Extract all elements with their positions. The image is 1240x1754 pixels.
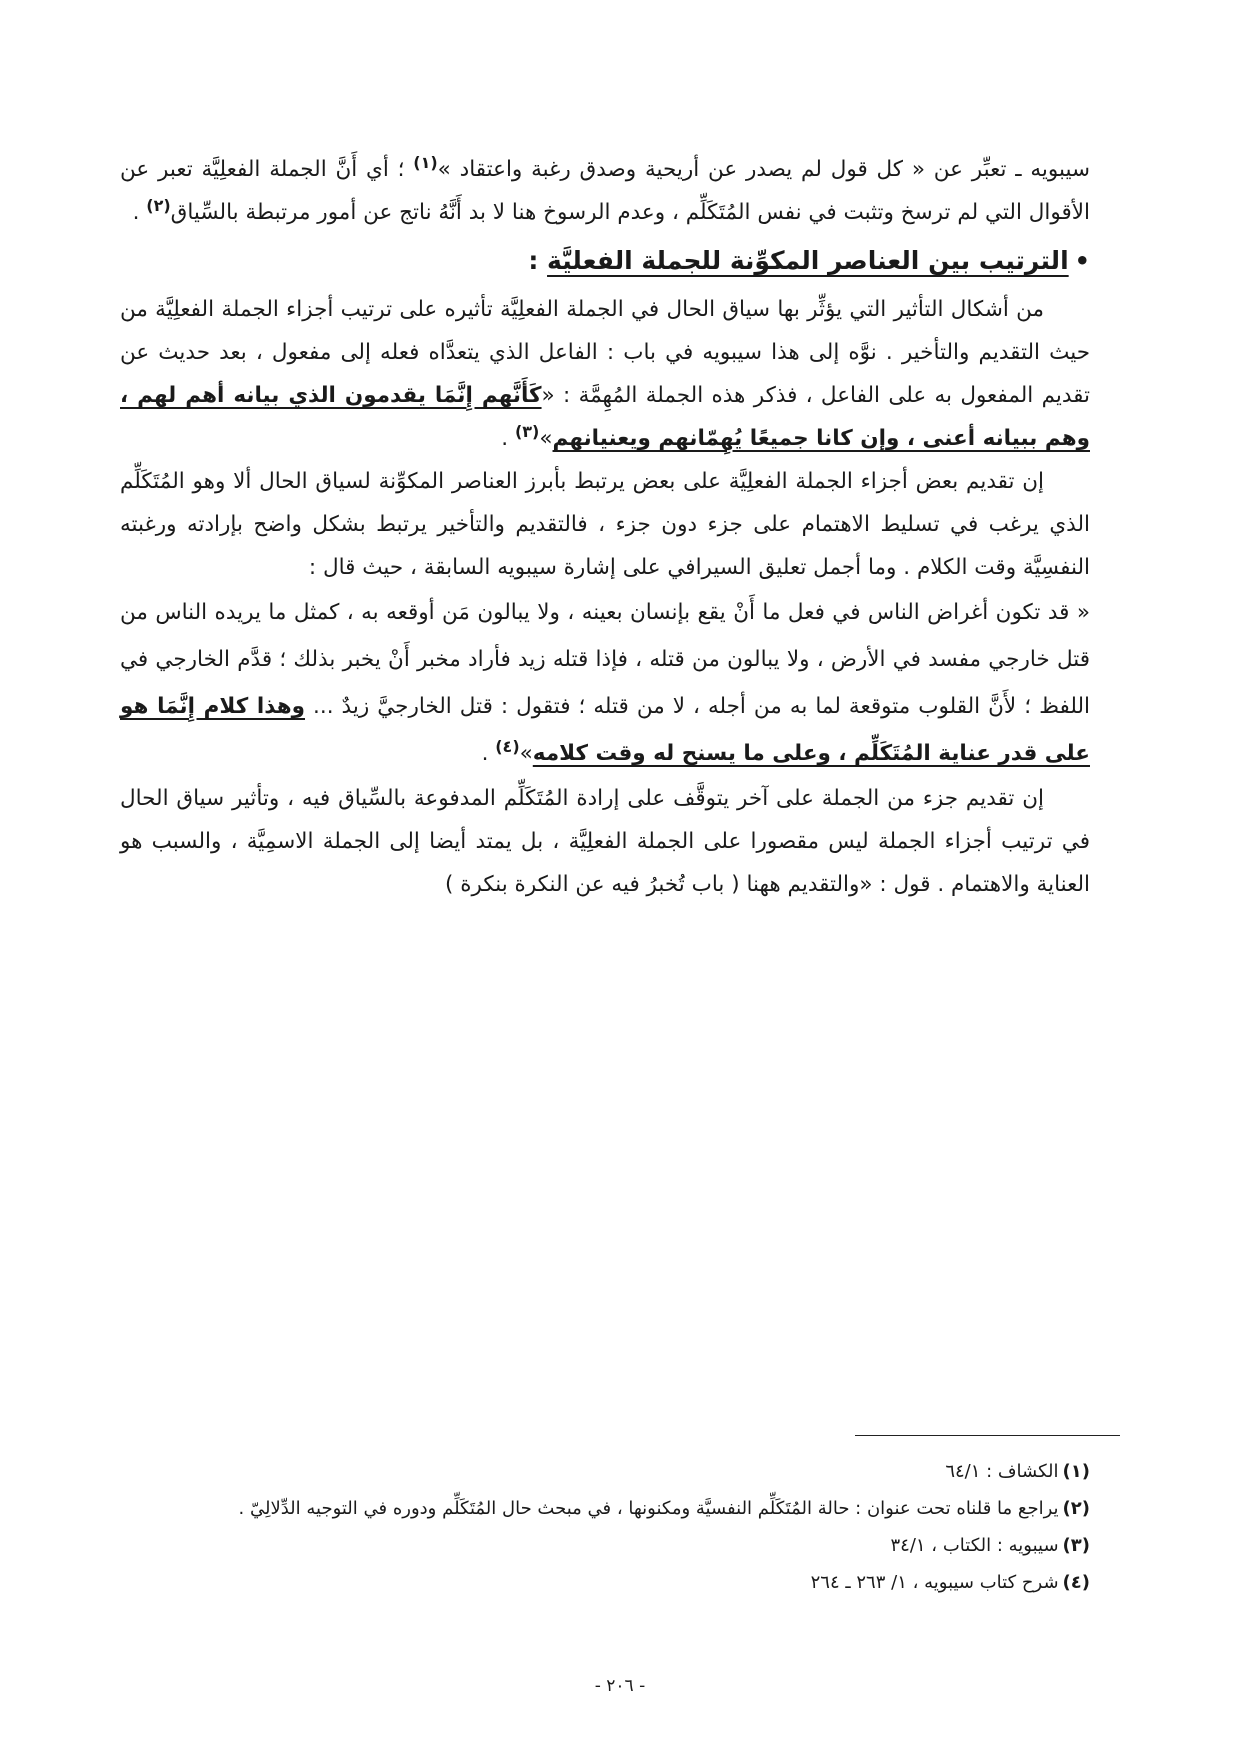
paragraph-1-continuation: ؛ أي أَنَّ الجملة الفعلِيَّة تعبر عن الأقوال التي لم ترسخ وتثبت في نفس المُتَكَلِّم ، وعدم الرسوخ هنا لا بد أَنَّهُ ناتج عن أمور مرتبطة بالسِّياق <box>120 157 1090 225</box>
paragraph-4: إن تقديم جزء من الجملة على آخر يتوقَّف على إرادة المُتَكَلِّم المدفوعة بالسِّياق فيه ، وتأثير سياق الحال في ترتيب أجزاء الجملة ليس مقصورا على الجملة الفعلِيَّة ، بل يمتد أيضا إلى الجملة الاسمِيَّة ، والسبب هو العناية والاهتمام . قول : «والتقديم ههنا ( باب تُخبرُ فيه عن النكرة بنكرة ) <box>120 786 1090 897</box>
block-quote-end: . <box>481 741 496 766</box>
sibawayh-quote: كَأَنَّهم إِنَّمَا يقدمون الذي بيانه أهم لهم ، وهم ببيانه أعنى ، وإن كانا جميعًا يُهِمّانهم ويعنيانهم <box>120 383 1090 451</box>
footnote-1 <box>110 1453 1090 1490</box>
block-quote-close-mark: » <box>519 741 533 766</box>
footnote-text: الكشاف : ٦٤/١ <box>945 1461 1059 1482</box>
footnote-ref-4[interactable]: (٤) <box>495 736 520 756</box>
footnote-separator <box>855 1435 1120 1436</box>
footnote-4 <box>110 1564 1090 1601</box>
section-heading-colon: : <box>528 246 548 275</box>
footnote-ref-3[interactable]: (٣) <box>514 421 540 441</box>
paragraph-1-text: سيبويه ـ تعبِّر عن « كل قول لم يصدر عن أريحية وصدق رغبة واعتقاد » <box>437 157 1090 182</box>
footnote-ref-1[interactable]: (١) <box>413 152 438 172</box>
block-quote-emphasis: وهذا كلام إِنَّمَا هو على قدر عناية المُتَكَلِّم ، وعلى ما يسنح له وقت كلامه <box>120 694 1090 766</box>
footnote-number: (٣) <box>1062 1535 1090 1556</box>
paragraph-1-end: . <box>132 200 147 225</box>
footnotes <box>110 1453 1090 1601</box>
footnote-text: سيبويه : الكتاب ، ٣٤/١ <box>890 1535 1059 1556</box>
footnote-text: يراجع ما قلناه تحت عنوان : حالة المُتَكَلِّم النفسيَّة ومكنونها ، في مبحث حال المُتَكَلِّم ودوره في التوجيه الدِّلالِيّ . <box>238 1498 1059 1519</box>
paragraph-1 <box>120 148 1090 234</box>
bullet-icon: • <box>1074 247 1090 275</box>
footnote-3 <box>110 1527 1090 1564</box>
footnote-ref-2[interactable]: (٢) <box>146 195 171 215</box>
footnote-text: شرح كتاب سيبويه ، ١/ ٢٦٣ ـ ٢٦٤ <box>810 1572 1059 1593</box>
footnote-number: (١) <box>1062 1461 1090 1482</box>
paragraph-3: إن تقديم بعض أجزاء الجملة الفعلِيَّة على بعض يرتبط بأبرز العناصر المكوِّنة لسياق الحال ألا وهو المُتَكَلِّم الذي يرغب في تسليط الاهتمام على جزء دون جزء ، فالتقديم والتأخير يرتبط بشكل واضح بإرادته ورغبته النفسِيَّة وقت الكلام . وما أجمل تعليق السيرافي على إشارة سيبويه السابقة ، حيث قال : <box>120 469 1090 580</box>
page-number: - ٢٠٦ - <box>594 1676 646 1696</box>
paragraph-2-text: من أشكال التأثير التي يؤثِّر بها سياق الحال في الجملة الفعلِيَّة تأثيره على ترتيب أجزاء الجملة الفعلِيَّة من حيث التقديم والتأخير . نوَّه إلى هذا سيبويه في باب : الفاعل الذي يتعدَّاه فعله إلى مفعول ، بعد حديث عن تقديم المفعول به على الفاعل ، فذكر هذه الجملة المُهِمَّة : « <box>120 297 1091 408</box>
paragraph-2-end: . <box>501 426 515 451</box>
section-heading-text: الترتيب بين العناصر المكوِّنة للجملة الفعليَّة <box>547 246 1069 275</box>
footnote-number: (٢) <box>1062 1498 1090 1519</box>
footnote-2 <box>110 1490 1090 1527</box>
footnote-number: (٤) <box>1062 1572 1090 1593</box>
main-text <box>120 148 1090 906</box>
block-quote-text: « قد تكون أغراض الناس في فعل ما أَنْ يقع بإنسان بعينه ، ولا يبالون مَن أوقعه به ، كمثل ما يريده الناس من قتل خارجي مفسد في الأرض ، ولا يبالون من قتله ، فإذا قتله زيد فأراد مخبر أَنْ يخبر بذلك ؛ قدَّم الخارجي في اللفظ ؛ لأَنَّ القلوب متوقعة لما به من أجله ، لا من قتله ؛ فتقول : قتل الخارجيَّ زيدٌ ... <box>120 600 1091 719</box>
block-quote <box>120 589 1090 777</box>
quote-close-mark: » <box>539 426 553 451</box>
paragraph-2 <box>120 288 1090 460</box>
section-heading <box>120 234 1090 288</box>
